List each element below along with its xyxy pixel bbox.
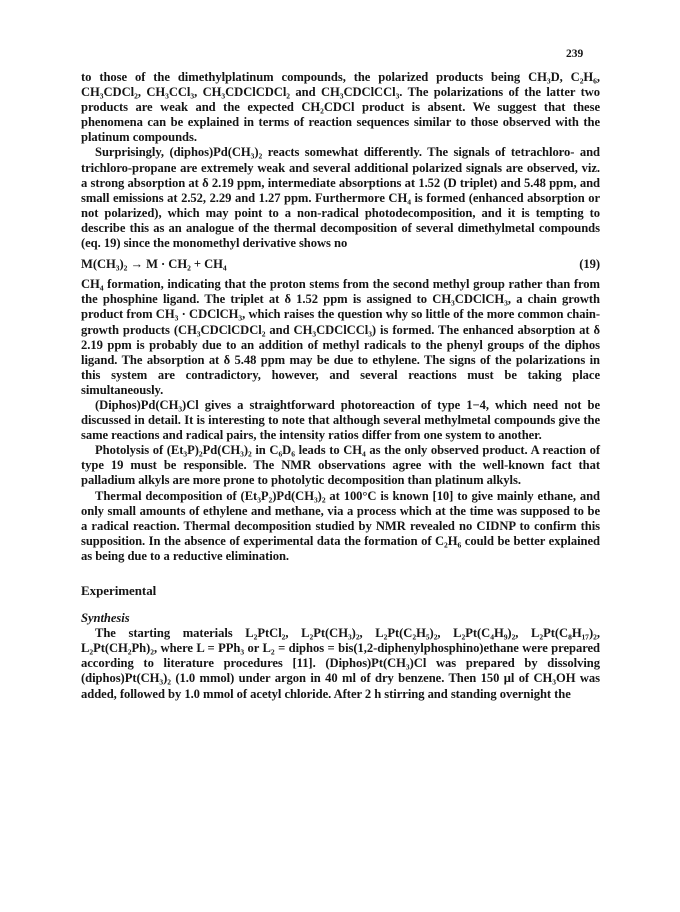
page-number: 239 — [566, 48, 584, 60]
paragraph-1: to those of the dimethylplatinum compounds, the polarized products being CH₃D, C₂H₆, CH₃CDCl₂, CH₃CCl₃, CH₃CDClCDCl₂ and CH₃CDClCCl₃. The polarizations of the latter two products are weak and the expected CH₂CDCl product is absent. We suggest that these phenomena can be explained in terms of reaction sequences similar to those observed with the platinum compounds. — [81, 70, 600, 145]
section-heading-experimental: Experimental — [81, 583, 157, 598]
paragraph-2: Surprisingly, (diphos)Pd(CH₃)₂ reacts somewhat differently. The signals of tetrachloro- and trichloro-propane are extremely weak and several additional polarized signals are observed, viz. a strong absorption at δ 2.19 ppm, intermediate absorptions at 1.52 (D triplet) and 5.48 ppm, and small emissions at 2.52, 2.29 and 1.27 ppm. Furthermore CH₄ is formed (enhanced absorption or not polarized), which may point to a non-radical photodecomposition, and it is tempting to describe this as an analogue of the thermal decomposition of several dimethylmetal compounds (eq. 19) since the monomethyl derivative shows no — [81, 145, 600, 251]
equation-number: (19) — [579, 257, 600, 272]
paragraph-3: CH₄ formation, indicating that the proton stems from the second methyl group rather than from the phosphine ligand. The triplet at δ 1.52 ppm is assigned to CH₃CDClCH₃, a chain growth product from CH₃ · CDClCH₃, which raises the question why so little of the more common chain-growth products (CH₃CDClCDCl₂ and CH₃CDClCCl₃) is formed. The enhanced absorption at δ 2.19 ppm is probably due to an addition of methyl radicals to the phenyl groups of the diphos ligand. The absorption at δ 5.48 ppm may be due to ethylene. The signs of the polarizations in this system are contradictory, however, and several reactions must be taking place simultaneously. — [81, 277, 600, 397]
paragraph-7: The starting materials L₂PtCl₂, L₂Pt(CH₃)₂, L₂Pt(C₂H₅)₂, L₂Pt(C₄H₉)₂, L₂Pt(C₈H₁₇)₂, L₂Pt(CH₂Ph)₂, where L = PPh₃ or L₂ = diphos = bis(1,2-diphenylphosphino)ethane were prepared according to literature procedures [11]. (Diphos)Pt(CH₃)Cl was prepared by dissolving (diphos)Pt(CH₃)₂ (1.0 mmol) under argon in 40 ml of dry benzene. Then 150 μl of CH₃OH was added, followed by 1.0 mmol of acetyl chloride. After 2 h stirring and standing overnight the — [81, 626, 600, 701]
paragraph-4: (Diphos)Pd(CH₃)Cl gives a straightforward photoreaction of type 1−4, which need not be discussed in detail. It is interesting to note that although several methylmetal compounds give the same reactions and radical pairs, the intensity ratios differ from one system to another. — [81, 397, 600, 443]
paragraph-5: Photolysis of (Et₃P)₂Pd(CH₃)₂ in C₆D₆ leads to CH₄ as the only observed product. A reaction of type 19 must be responsible. The NMR observations agree with the well-known fact that palladium alkyls are more prone to photolytic decomposition than platinum alkyls. — [81, 443, 600, 488]
equation-19 — [81, 257, 600, 272]
body-text-column — [81, 70, 600, 702]
equation-text: M(CH₃)₂ → M · CH₂ + CH₄ — [81, 257, 227, 272]
subsection-heading-synthesis: Synthesis — [81, 611, 130, 626]
paragraph-6: Thermal decomposition of (Et₃P₂)Pd(CH₃)₂ at 100°C is known [10] to give mainly ethane, and only small amounts of ethylene and methane, via a process which at the time was supposed to be a radical reaction. Thermal decomposition studied by NMR revealed no CIDNP to confirm this supposition. In the absence of experimental data the formation of C₂H₆ could be better explained as being due to a reductive elimination. — [81, 488, 600, 563]
